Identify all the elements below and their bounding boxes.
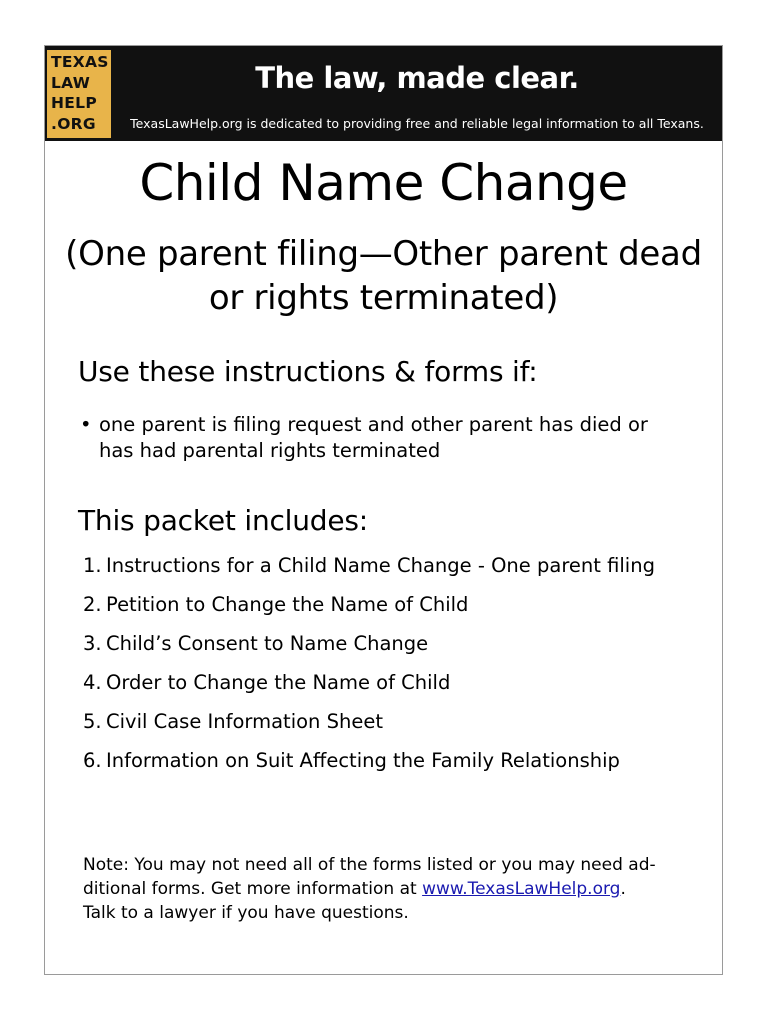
list-item [83,592,713,631]
item-text: Instructions for a Child Name Change - One parent filing [106,554,655,577]
list-item [83,631,713,670]
bullet-text-line: has had parental rights terminated [99,439,441,462]
list-item [83,748,713,787]
bullet-text-line: one parent is filing request and other parent has died or [99,413,648,436]
document-page [44,45,723,975]
item-number: 3. [83,632,102,655]
header-banner [45,46,722,141]
texaslawhelp-logo[interactable] [47,50,111,138]
note-paragraph [83,853,703,925]
list-item [75,412,695,464]
item-number: 5. [83,710,102,733]
texaslawhelp-link[interactable]: www.TexasLawHelp.org [422,879,621,899]
item-number: 4. [83,671,102,694]
item-number: 6. [83,749,102,772]
logo-line: .ORG [51,114,96,133]
item-text: Child’s Consent to Name Change [106,632,429,655]
item-text: Information on Suit Affecting the Family Relationship [106,749,620,772]
page-title: Child Name Change [139,154,628,212]
note-punctuation: . [620,879,626,899]
item-text: Civil Case Information Sheet [106,710,383,733]
note-line: Talk to a lawyer if you have questions. [83,903,409,923]
packet-section-heading: This packet includes: [78,504,369,537]
note-line: Note: You may not need all of the forms listed or you may need ad- [83,855,656,875]
list-item [83,709,713,748]
banner-tagline: The law, made clear. [255,61,579,95]
item-text: Petition to Change the Name of Child [106,593,469,616]
item-text: Order to Change the Name of Child [106,671,451,694]
note-line: ditional forms. Get more information at [83,879,423,899]
list-item [83,553,713,592]
logo-line: HELP [51,94,97,112]
item-number: 2. [83,593,102,616]
subtitle-line: (One parent filing—Other parent dead [65,234,702,274]
banner-description: TexasLawHelp.org is dedicated to providing free and reliable legal information to all Texans. [130,116,704,131]
logo-line: TEXAS [51,53,109,71]
use-conditions-list [75,412,695,464]
use-section-heading: Use these instructions & forms if: [78,355,538,388]
packet-items-list [83,553,713,787]
list-item [83,670,713,709]
item-number: 1. [83,554,102,577]
subtitle-line: or rights terminated) [208,278,559,318]
bullet-icon: • [80,413,92,436]
logo-line: LAW [51,73,91,92]
page-subtitle [45,232,722,320]
